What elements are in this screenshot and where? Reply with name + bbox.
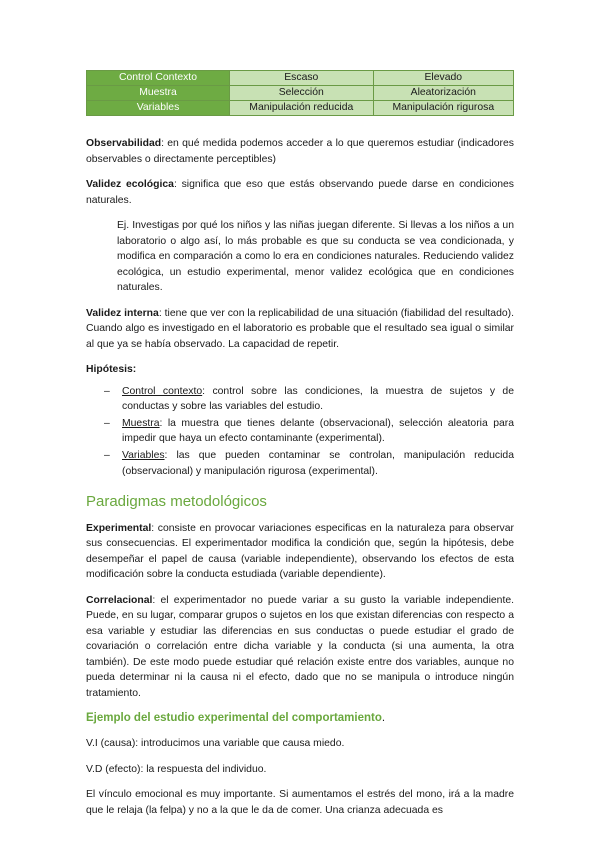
table-cell: Aleatorización bbox=[373, 86, 513, 101]
correlacional-paragraph: Correlacional: el experimentador no puede variar a su gusto la variable independiente. Puede, en su lugar, comparar grupos o sujetos en los que existan diferencias con respecto a esa variable y estudiar las diferencias en sus conductas o puede estudiar el grado de covariación o correlación entre dicha variable y la conducta (si una aumenta, la otra también). De este modo puede estudiar qué relación existe entre dos variables, aunque no pueda determinar ni la causa ni el efecto, dado que no se manipula o introduce ningún tratamiento. bbox=[86, 594, 514, 699]
table-row bbox=[87, 86, 514, 101]
comparison-table bbox=[86, 70, 514, 116]
vi-paragraph: V.I (causa): introducimos una variable que causa miedo. bbox=[86, 738, 345, 750]
observabilidad-term: Observabilidad bbox=[86, 138, 162, 149]
table-cell: Manipulación rigurosa bbox=[373, 101, 513, 116]
experimental-term: Experimental bbox=[86, 522, 152, 534]
validez-ecologica-paragraph bbox=[86, 177, 514, 208]
table-cell: Elevado bbox=[373, 71, 513, 86]
hipotesis-term: Muestra bbox=[122, 417, 160, 429]
table-cell: Selección bbox=[230, 86, 374, 101]
validez-interna-term: Validez interna bbox=[86, 307, 159, 319]
observabilidad-text: : en qué medida podemos acceder a lo que queremos estudiar (indicadores observables o directamente perceptibles) bbox=[86, 138, 514, 165]
list-item: – Control contexto: control sobre las condiciones, la muestra de sujetos y de conductas y sobre las variables del estudio. bbox=[104, 385, 514, 412]
validez-ecologica-text: : significa que eso que estás observando puede darse en condiciones naturales. bbox=[86, 179, 514, 206]
hipotesis-title: Hipótesis: bbox=[86, 364, 137, 375]
table-cell: Manipulación reducida bbox=[230, 101, 374, 116]
table-cell: Escaso bbox=[230, 71, 374, 86]
table-row-header: Control Contexto bbox=[87, 71, 230, 86]
correlacional-term: Correlacional bbox=[86, 594, 153, 606]
validez-interna-paragraph bbox=[86, 306, 514, 353]
table-row-header: Variables bbox=[87, 101, 230, 116]
experimental-paragraph: Experimental: consiste en provocar variaciones especificas en la naturaleza para observar sus consecuencias. El experimentador modifica la condición que, según la hipótesis, debe desempeñar el papel de causa (variable independiente), observando los efectos de esta modificación sobre la conducta estudiada (variable dependiente). bbox=[86, 522, 514, 581]
ejemplo-paragraph: Ej. Investigas por qué los niños y las niñas juegan diferente. Si llevas a los niños a un laboratorio o algo así, lo más probable es que su conducta se vea condicionada, y modifica en comparación a como lo era en condiciones naturales. Reduciendo validez ecológica, un estudio experimental, menor validez ecológica que en condiciones naturales. bbox=[117, 220, 514, 293]
validez-interna-text: : tiene que ver con la replicabilidad de una situación (fiabilidad del resultado). Cuando algo es investigado en el laboratorio es probable que el resultado sea igual o similar al que ya se había observado. La capacidad de repetir. bbox=[86, 307, 514, 350]
table-row bbox=[87, 71, 514, 86]
vd-paragraph: V.D (efecto): la respuesta del individuo. bbox=[86, 763, 267, 775]
hipotesis-term: Variables bbox=[122, 450, 165, 462]
validez-ecologica-term: Validez ecológica bbox=[86, 179, 174, 190]
list-item: – Muestra: la muestra que tienes delante (observacional), selección aleatoria para impedir que haya un efecto contaminante (experimental). bbox=[104, 417, 514, 445]
table-row bbox=[87, 101, 514, 116]
hipotesis-list bbox=[86, 384, 514, 479]
document-page bbox=[86, 70, 514, 818]
table-row-header: Muestra bbox=[87, 86, 230, 101]
hipotesis-term: Control contexto bbox=[122, 385, 203, 397]
subsection-heading: Ejemplo del estudio experimental del comportamiento. bbox=[86, 712, 386, 725]
observabilidad-paragraph bbox=[86, 136, 514, 167]
vinculo-paragraph: El vínculo emocional es muy importante. Si aumentamos el estrés del mono, irá a la madre que le relaja (la felpa) y no a la que le da de comer. Una crianza adecuada es bbox=[86, 789, 514, 816]
list-item: – Variables: las que pueden contaminar se controlan, manipulación reducida (observacional) y manipulación rigurosa (experimental). bbox=[104, 450, 514, 477]
section-heading: Paradigmas metodológicos bbox=[86, 492, 267, 510]
